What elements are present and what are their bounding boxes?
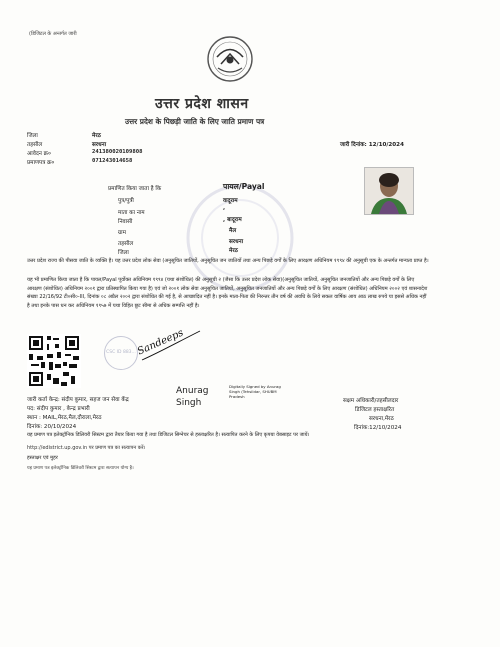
details-tehsil-value: सरधना (229, 239, 244, 245)
details-district-label: जिला (118, 250, 129, 256)
footer-seal-label: हस्ताक्षर एवं मुहर (27, 455, 58, 461)
signature-stroke-icon (140, 328, 204, 364)
officer-place: सरधना,मेरठ (369, 416, 394, 422)
footer-bottom: यह प्रमाण पत्र इलेक्ट्रॉनिक डिलिवरी सिस्टम द्वारा सत्यापन योग्य है। (27, 466, 134, 471)
meta-application-label: आवेदन क्र० (27, 151, 51, 157)
top-note: (डिजिटल के अन्तर्गत जारी (29, 31, 77, 37)
issuer-place: स्थान : MAIL,मेरठ,मैल,दौराला,मेरठ (27, 415, 102, 421)
issue-date: जारी दिनांक: 12/10/2024 (340, 142, 404, 148)
details-village-label: ग्राम (118, 230, 126, 236)
issuer-date: दिनांक: 20/10/2024 (27, 424, 77, 430)
caste-paragraph: उत्तर प्रदेश राज्य की पीसवा जाति के व्यक्ति है। यह उत्तर प्रदेश लोक सेवा (अनुसूचित जातियों, अनुसूचित जन जातियों तथा अन्य पिछड़े वर्गों के लिए आरक्षण अधिनियम १९९४ की अनुसूची एक के अन्तर्गत मान्यता प्राप्त है। (27, 258, 429, 264)
details-mother-value: , (223, 205, 226, 211)
digital-signer-name: Anurag Singh (176, 386, 209, 408)
meta-tehsil-label: तहसील (27, 142, 43, 148)
qr-code-icon (27, 334, 81, 388)
csc-stamp: CSC ID 883... (104, 336, 138, 370)
meta-certificate-value: 071243014658 (92, 158, 133, 164)
applicant-photo (364, 167, 414, 215)
digital-signature-text: Digitally Signed by Anurag Singh (Tehsildar, SHUBM Pradesh (229, 384, 281, 399)
issuer-post: पद: संदीप कुमार , केन्द्र प्रभारी (27, 406, 90, 412)
details-district-value: मेरठ (229, 248, 238, 254)
person-photo-icon (365, 168, 413, 214)
details-village-value: मैल (229, 228, 237, 234)
details-intro: प्रमाणित किया जाता है कि (108, 186, 162, 192)
page-subtitle: उत्तर प्रदेश के पिछड़ी जाति के लिए जाति प्रमाण पत्र (125, 117, 265, 126)
meta-tehsil-value: सरधना (92, 142, 107, 148)
footer-note: यह प्रमाण पत्र इलेक्ट्रॉनिक डिलिवरी सिस्टम द्वारा तैयार किया गया है तथा डिजिटल सिग्नेचर से हस्ताक्षरित है। सत्यापित करने के लिए कृपया वेबसाइट पर जायें। (27, 432, 310, 438)
meta-application-value: 241380020109808 (92, 149, 143, 155)
officer-date: दिनांक:12/10/2024 (354, 425, 402, 431)
meta-district-value: मेरठ (92, 133, 101, 139)
verification-link[interactable]: http://edistrict.up.gov.in पर प्रमाण पत्र का सत्यापन करें। (27, 445, 146, 451)
details-resident-label: निवासी (118, 219, 133, 225)
officer-subtitle: डिजिटल हस्ताक्षरित (355, 407, 395, 413)
details-father-label: पुत्र/पुत्री (118, 198, 134, 204)
details-tehsil-label: तहसील (118, 241, 134, 247)
page-title: उत्तर प्रदेश शासन (155, 96, 249, 112)
creamy-layer-paragraph: यह भी प्रमाणित किया जाता है कि पायल/Payal पूर्वोक्त अधिनियम १९९४ (यथा संशोधित) की अनुसूची २ (जैसा कि उत्तर प्रदेश लोक सेवा)(अनुसूचित जातियों, अनुसूचित जनजातियों और अन्य पिछड़े वर्गों के लिए आरक्षण (संशोधित) अधिनियम २००१ द्वारा प्रतिस्थापित किया गया है) एवं जो २००१ लोक सेवा अनुसूचित जातियों, अनुसूचित जनजातियों और अन्य पिछड़े वर्गों के लिए आरक्षण (संशोधित) अधिनियम २००२ एवं शासनादेश संख्या 22/16/92 टी०सी०-III, दिनांक ०८ अप्रैल २००२ द्वारा संशोधित की गई है, से आच्छादित नहीं है। इनके माता-पिता की निरन्तर तीन वर्ष की अवधि के लिये सकल वार्षिक आय आठ लाख रुपये या इससे अधिक नहीं है तथा इनके पास धन कर अधिनियम १९५७ में यथा विहित छूट सीमा से अधिक सम्पत्ति नहीं है। (27, 277, 428, 309)
handwritten-signature: Sandeeps (135, 327, 186, 358)
details-resident-value: , बादूराम (223, 217, 242, 223)
meta-district-label: जिला (27, 133, 38, 139)
details-father-value: वादूराम (223, 198, 238, 204)
details-mother-label: माता का नाम (118, 210, 145, 216)
up-emblem-icon (203, 34, 257, 84)
meta-certificate-label: प्रमाणपत्र क्र० (27, 160, 55, 166)
officer-title: सक्षम अधिकारी/तहसीलदार (343, 398, 399, 404)
issuer-kendra: जारी कर्ता केन्द्र: संदीप कुमार, सहज जन सेवा केंद्र (27, 397, 129, 403)
details-name: पायल/Payal (223, 182, 265, 191)
